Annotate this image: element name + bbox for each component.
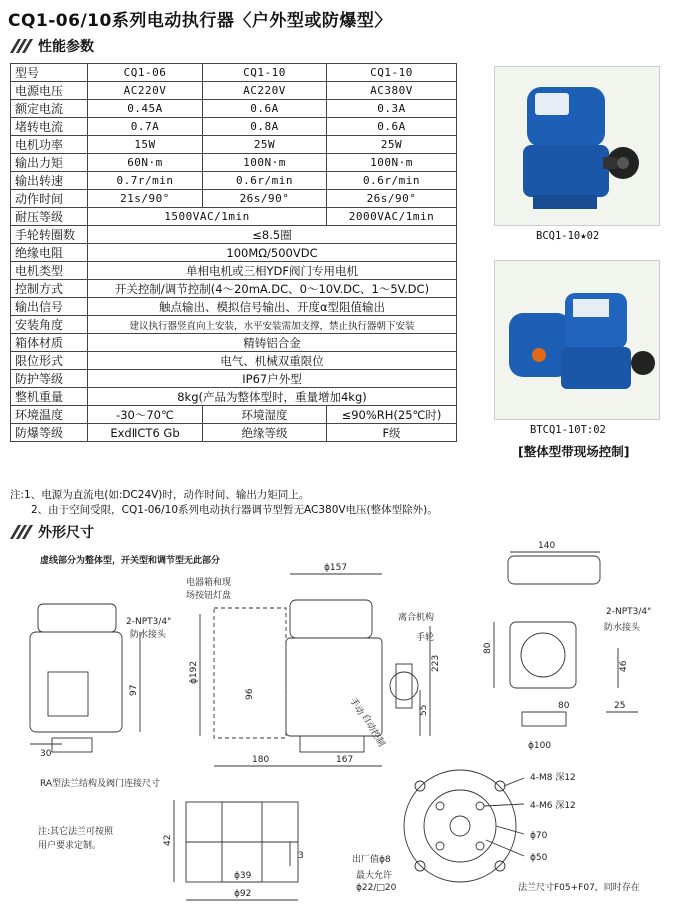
table-cell: 100N·m (327, 154, 457, 172)
dim-80-a: 80 (483, 642, 493, 654)
actuator-illustration-2 (495, 261, 659, 419)
table-row (11, 406, 457, 424)
row-label: 箱体材质 (11, 334, 88, 352)
dim-3: 3 (298, 851, 304, 861)
table-cell: 0.6r/min (203, 172, 327, 190)
label-clutch: 离合机构 (398, 613, 435, 623)
label-waterproof-left: 防水接头 (130, 630, 167, 640)
row-label: 控制方式 (11, 280, 88, 298)
row-label: 输出力矩 (11, 154, 88, 172)
table-cell: 26s/90° (203, 190, 327, 208)
label-factory: 出厂值ϕ8 (352, 855, 391, 865)
table-cell: 建议执行器竖直向上安装，水平安装需加支撑，禁止执行器朝下安装 (88, 316, 457, 334)
table-cell: 精铸铝合金 (88, 334, 457, 352)
row-label: 耐压等级 (11, 208, 88, 226)
table-row (11, 298, 457, 316)
dim-96: 96 (245, 688, 255, 700)
table-cell: AC220V (88, 82, 203, 100)
row-label: 安装角度 (11, 316, 88, 334)
right-view-body (510, 622, 576, 688)
table-cell: 25W (327, 136, 457, 154)
dim-m8: 4-M8 深12 (530, 773, 576, 783)
page-title: CQ1-06/10系列电动执行器〈户外型或防爆型〉 (8, 11, 392, 31)
table-row (11, 424, 457, 442)
dim-42: 42 (163, 834, 173, 846)
flange-title: RA型法兰结构及阀门连接尺寸 (40, 779, 161, 789)
row-label: 额定电流 (11, 100, 88, 118)
table-cell: 100MΩ/500VDC (88, 244, 457, 262)
note-1: 注:1、电源为直流电(如:DC24V)时，动作时间、输出力矩同上。 (10, 489, 310, 501)
row-label: 堵转电流 (11, 118, 88, 136)
table-cell: 15W (88, 136, 203, 154)
table-row (11, 172, 457, 190)
table-cell: 60N·m (88, 154, 203, 172)
right-view-cover (508, 556, 600, 584)
dim-d157: ϕ157 (324, 563, 348, 573)
table-row (11, 226, 457, 244)
slash-marker-icon (10, 39, 32, 53)
spec-table (10, 63, 457, 442)
dimension-drawing (0, 540, 680, 922)
table-cell: 0.7A (88, 118, 203, 136)
table-cell: 2000VAC/1min (327, 208, 457, 226)
row-label: 电源电压 (11, 82, 88, 100)
product-photo-btcq1 (494, 260, 660, 420)
table-cell: 0.6r/min (327, 172, 457, 190)
label-handwheel: 手轮 (416, 633, 435, 643)
row-label: 输出信号 (11, 298, 88, 316)
table-row (11, 208, 457, 226)
dim-d50: ϕ50 (530, 853, 548, 863)
label-npt-left: 2-NPT3/4" (126, 617, 172, 627)
dim-180: 180 (252, 755, 270, 765)
slash-marker-icon (10, 525, 32, 539)
table-cell: 0.3A (327, 100, 457, 118)
label-auto: 自动控制 (359, 712, 387, 749)
label-manual: 手动 (347, 696, 366, 718)
section-performance-label: 性能参数 (38, 39, 94, 55)
dim-80-b: 80 (558, 701, 570, 711)
table-row (11, 136, 457, 154)
label-allow-1: 最大允许 (356, 871, 393, 881)
row-label: 型号 (11, 64, 88, 82)
table-cell: AC220V (203, 82, 327, 100)
table-cell: 绝缘等级 (203, 424, 327, 442)
product-photo-bcq1 (494, 66, 660, 226)
handwheel-circle (390, 672, 418, 700)
note-2: 2、由于空间受限，CQ1-06/10系列电动执行器调节型暂无AC380V电压(整体型除外)。 (10, 504, 438, 516)
table-row (11, 352, 457, 370)
row-label: 绝缘电阻 (11, 244, 88, 262)
row-label: 防爆等级 (11, 424, 88, 442)
table-cell: 1500VAC/1min (88, 208, 327, 226)
left-view-body (30, 632, 122, 732)
section-performance (10, 36, 94, 56)
table-cell: 单相电机或三相YDF阀门专用电机 (88, 262, 457, 280)
table-cell: -30～70℃ (88, 406, 203, 424)
table-cell: ExdⅡCT6 Gb (88, 424, 203, 442)
flange-note-1: 注:其它法兰可按照 (38, 827, 114, 837)
row-label: 整机重量 (11, 388, 88, 406)
table-cell: 0.6A (203, 100, 327, 118)
label-allow-2: ϕ22/□20 (356, 883, 397, 893)
row-label: 输出转速 (11, 172, 88, 190)
table-cell: CQ1-10 (203, 64, 327, 82)
front-cover (290, 600, 372, 638)
dim-223: 223 (431, 654, 441, 672)
row-label: 手轮转圈数 (11, 226, 88, 244)
label-elec-box-1: 电器箱和现 (186, 578, 232, 588)
dim-55: 55 (419, 704, 429, 716)
table-cell: 25W (203, 136, 327, 154)
section-dimensions-label: 外形尺寸 (38, 525, 94, 541)
table-cell: 环境湿度 (203, 406, 327, 424)
table-cell: CQ1-10 (327, 64, 457, 82)
table-cell: 0.8A (203, 118, 327, 136)
photo-caption-2: BTCQ1-10T:02 (530, 424, 606, 436)
dim-167: 167 (336, 755, 354, 765)
label-npt-right: 2-NPT3/4" (606, 607, 652, 617)
flange-size-note: 法兰尺寸F05+F07，同时存在 (518, 883, 640, 893)
photo-caption-3: [整体型带现场控制] (518, 444, 630, 459)
dim-d70: ϕ70 (530, 831, 548, 841)
dim-30: 30 (40, 749, 52, 759)
left-view-port (48, 672, 88, 716)
table-cell: 触点输出、模拟信号输出、开度α型阻值输出 (88, 298, 457, 316)
actuator-illustration-1 (495, 67, 659, 225)
table-cell: 0.45A (88, 100, 203, 118)
table-cell: ≤8.5圈 (88, 226, 457, 244)
table-row (11, 64, 457, 82)
row-label: 环境温度 (11, 406, 88, 424)
dim-d39: ϕ39 (234, 871, 252, 881)
table-cell: 21s/90° (88, 190, 203, 208)
dim-25: 25 (614, 701, 626, 711)
table-row (11, 190, 457, 208)
table-cell: 26s/90° (327, 190, 457, 208)
dim-46: 46 (619, 660, 629, 672)
table-cell: CQ1-06 (88, 64, 203, 82)
table-row (11, 280, 457, 298)
dim-d100: ϕ100 (528, 741, 552, 751)
label-waterproof-right: 防水接头 (604, 623, 641, 633)
dim-m6: 4-M6 深12 (530, 801, 576, 811)
table-cell: IP67户外型 (88, 370, 457, 388)
section-dimensions (10, 522, 94, 542)
dim-d92: ϕ92 (234, 889, 252, 899)
dim-140: 140 (538, 541, 556, 551)
table-cell: 0.7r/min (88, 172, 203, 190)
table-row (11, 370, 457, 388)
table-row (11, 388, 457, 406)
row-label: 限位形式 (11, 352, 88, 370)
table-row (11, 154, 457, 172)
notes-block (10, 488, 438, 518)
table-cell: 8kg(产品为整体型时，重量增加4kg) (88, 388, 457, 406)
row-label: 电机功率 (11, 136, 88, 154)
table-cell: ≤90%RH(25℃时) (327, 406, 457, 424)
table-row (11, 100, 457, 118)
table-cell: F级 (327, 424, 457, 442)
table-row (11, 316, 457, 334)
row-label: 电机类型 (11, 262, 88, 280)
left-view-cover (38, 604, 116, 632)
table-row (11, 244, 457, 262)
table-cell: 开关控制/调节控制(4～20mA.DC、0～10V.DC、1～5V.DC) (88, 280, 457, 298)
flange-note-2: 用户要求定制。 (38, 841, 102, 851)
table-cell: 电气、机械双重限位 (88, 352, 457, 370)
table-row (11, 334, 457, 352)
row-label: 动作时间 (11, 190, 88, 208)
table-row (11, 262, 457, 280)
dim-97: 97 (129, 684, 139, 696)
table-row (11, 82, 457, 100)
table-cell: 100N·m (203, 154, 327, 172)
flange-outer-circle (404, 770, 516, 882)
row-label: 防护等级 (11, 370, 88, 388)
dim-d192: ϕ192 (189, 660, 199, 684)
table-cell: AC380V (327, 82, 457, 100)
dashed-control-box (214, 608, 286, 738)
table-row (11, 118, 457, 136)
photo-caption-1: BCQ1-10★02 (536, 230, 600, 242)
label-elec-box-2: 场按钮灯盘 (186, 591, 232, 601)
dashed-note: 虚线部分为整体型，开关型和调节型无此部分 (40, 556, 221, 566)
table-cell: 0.6A (327, 118, 457, 136)
